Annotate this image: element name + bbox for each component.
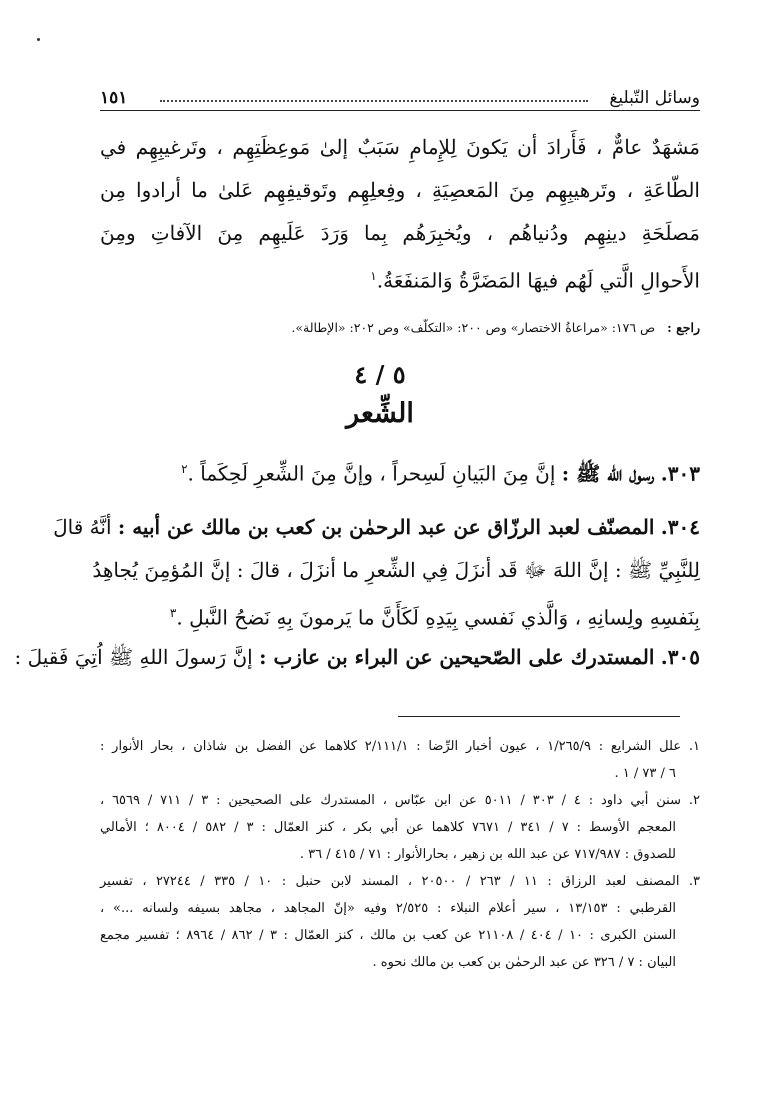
footnote-rule: [398, 716, 680, 717]
footnote-marker: ١: [370, 269, 377, 283]
footnote-3-line: ٣. المصنف لعبد الرزاق : ١١ / ٢٦٣ / ٢٠٥٠٠ ، المسند لابن حنبل : ١٠ / ٣٣٥ / ٢٧٢٤٤ ، تفسير: [100, 874, 700, 889]
entry-number: ٣٠٤.: [660, 515, 700, 539]
dot-leader: [160, 100, 588, 102]
running-header: [100, 86, 700, 110]
footnote-3-line: السنن الكبرى : ١٠ / ٤٠٤ / ٢١١٠٨ عن كعب بن مالك ، كنز العمّال : ٣ / ٨٦٢ / ٨٩٦٤ ؛ تفسير مجمع: [100, 928, 676, 943]
entry-text: إنَّ مِنَ البَيانِ لَسِحراً ، وإنَّ مِنَ الشِّعرِ لَحِكَماً .: [187, 461, 556, 486]
entry-text: أنَّهُ قالَ: [53, 515, 112, 539]
intro-paragraph: [100, 126, 700, 298]
entry-line: [100, 448, 700, 491]
footnote-2-line: ٢. سنن أبي داود : ٤ / ٣٠٣ / ٥٠١١ عن ابن عبّاس ، المستدرك على الصحيحين : ٣ / ٧١١ / ٦٥٦٩ ،: [100, 793, 700, 808]
entry-line: [53, 506, 700, 549]
footnote-1-line: ١. علل الشرايع : ١/٢٦٥/٩ ، عيون أخبار الرِّضا : ٢/١١١/١ كلاهما عن الفضل بن شاذان ، بحار الأنوار :: [100, 739, 700, 754]
header-rule: [100, 110, 700, 111]
footnote-2-line: المعجم الأوسط : ٧ / ٣٤١ / ٧٦٧١ كلاهما عن أبي بكر ، كنز العمّال : ٣ / ٥٨٢ / ٨٠٠٤ ؛ الأمالي: [100, 820, 676, 835]
running-title: وسائل التّبليغ: [609, 88, 700, 108]
entry-line: لِلنَّبِيِّ ﷺ : إنَّ اللهَ ﷻ قَد أنزَلَ فِي الشِّعرِ ما أنزَلَ ، قالَ : إنَّ المُؤمِنَ يُجاهِدُ: [92, 558, 700, 582]
see-also-text: ص ١٧٦: «مراعاةُ الاختصار» وص ٢٠٠: «التكلّف» وص ٢٠٢: «الإطالة».: [291, 320, 656, 335]
entry-source: رسول الله ﷺ :: [561, 461, 655, 486]
entry-line: بِنَفسِهِ ولِسانِهِ ، وَالَّذي نَفسي بِيَدِهِ لَكَأَنَّ ما يَرمونَ بِهِ نَضحُ النَّبلِ .$^٣$: [169, 605, 700, 630]
intro-line: الطّاعَةِ ، وتَرهيبِهِم مِنَ المَعصِيَةِ ، وفِعلِهِم وتَوقيفِهِم عَلىٰ ما أرادوا مِن: [100, 178, 700, 202]
hadith-entry-304: [53, 506, 700, 635]
footnote-1-line: ٦ / ٧٣ / ١ .: [614, 766, 676, 781]
page-number: ١٥١: [100, 88, 128, 108]
intro-line-last: الأَحوالِ الَّتي لَهُم فيهَا المَضَرَّةُ وَالمَنفَعَةُ.$^١$: [370, 268, 700, 293]
footnote-3-line: القرطبي : ١٣/١٥٣ ، سير أعلام النبلاء : ٢/٥٢٥ وفيه «إنّ المجاهد ، مجاهد بسيفه ولسانه ...» ،: [100, 901, 676, 916]
see-also-note: [100, 318, 700, 338]
see-also-label: راجع :: [667, 320, 700, 335]
footnotes: [100, 733, 700, 976]
entry-text: إنَّ رَسولَ اللهِ ﷺ اُتِيَ فَقيلَ :: [14, 645, 253, 669]
scan-speck: [37, 38, 40, 41]
section-title: الشِّعر: [346, 398, 414, 429]
entry-number: ٣٠٣.: [660, 461, 700, 486]
footnote-marker: ٣: [169, 606, 177, 620]
section-number: ٥ / ٤: [354, 360, 406, 389]
intro-line: مَشهَدٌ عامٌّ ، فَأَرادَ أن يَكونَ لِلإِمامِ سَبَبٌ إلىٰ مَوعِظَتِهِم ، وتَرغيبِهِم في: [100, 135, 700, 159]
footnote-2-line: للصدوق : ٧١٧/٩٨٧ عن عبد الله بن زهير ، بحارالأنوار : ٧١ / ٤١٥ / ٣٦ .: [299, 847, 676, 862]
entry-line: [14, 636, 700, 679]
entry-number: ٣٠٥.: [660, 645, 700, 669]
footnote-marker: ٢: [181, 462, 188, 476]
entry-source: المستدرك على الصّحيحين عن البراء بن عازب :: [259, 645, 655, 669]
hadith-entry-303: [100, 448, 700, 491]
entry-source: المصنّف لعبد الرزّاق عن عبد الرحمٰن بن كعب بن مالك عن أبيه :: [117, 515, 655, 539]
intro-line: مَصلَحَةِ دينِهِم ودُنياهُم ، ويُخبِرَهُم بِما وَرَدَ عَلَيهِم مِنَ الآفاتِ ومِنَ: [100, 221, 700, 245]
hadith-entry-305: [14, 636, 700, 679]
footnote-3-line: البيان : ٧ / ٣٢٦ عن عبد الرحمٰن بن كعب بن مالك نحوه .: [372, 955, 676, 970]
